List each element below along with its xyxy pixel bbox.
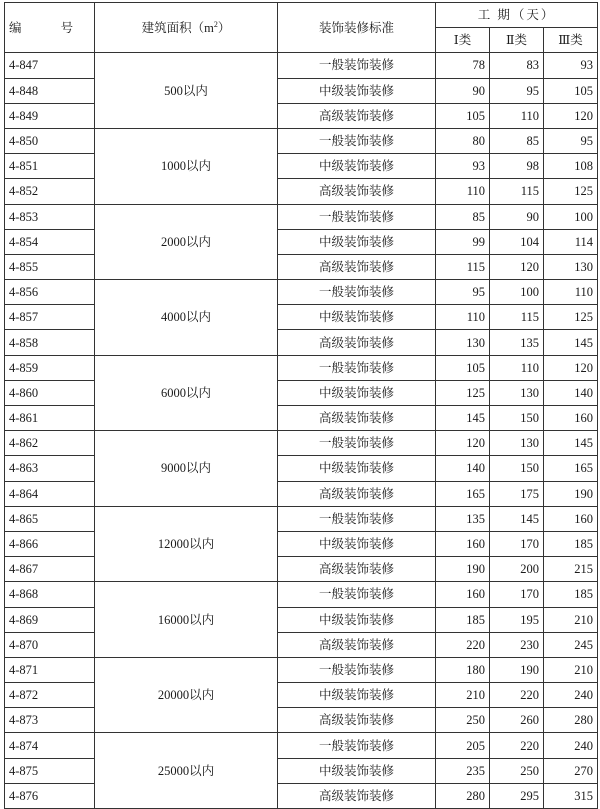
table-row — [5, 531, 598, 556]
cell-class-2: 150 — [490, 456, 544, 481]
cell-class-2: 220 — [490, 683, 544, 708]
cell-class-2: 95 — [490, 78, 544, 103]
table-row — [5, 53, 598, 78]
cell-code: 4-851 — [5, 154, 95, 179]
cell-class-2: 170 — [490, 531, 544, 556]
cell-standard: 中级装饰装修 — [278, 607, 436, 632]
cell-class-2: 90 — [490, 204, 544, 229]
cell-standard: 一般装饰装修 — [278, 128, 436, 153]
cell-standard: 中级装饰装修 — [278, 305, 436, 330]
cell-class-1: 85 — [436, 204, 490, 229]
cell-standard: 高级装饰装修 — [278, 179, 436, 204]
table-row — [5, 179, 598, 204]
cell-code: 4-854 — [5, 229, 95, 254]
cell-area: 9000以内 — [95, 431, 278, 507]
cell-class-3: 160 — [544, 406, 598, 431]
table-row — [5, 280, 598, 305]
cell-class-3: 165 — [544, 456, 598, 481]
table-row — [5, 607, 598, 632]
cell-class-3: 130 — [544, 254, 598, 279]
cell-standard: 高级装饰装修 — [278, 481, 436, 506]
cell-class-3: 93 — [544, 53, 598, 78]
cell-class-1: 250 — [436, 708, 490, 733]
cell-class-1: 105 — [436, 103, 490, 128]
cell-class-2: 175 — [490, 481, 544, 506]
cell-class-1: 80 — [436, 128, 490, 153]
cell-standard: 一般装饰装修 — [278, 506, 436, 531]
cell-standard: 一般装饰装修 — [278, 53, 436, 78]
cell-area: 1000以内 — [95, 128, 278, 204]
table-row — [5, 103, 598, 128]
cell-standard: 一般装饰装修 — [278, 280, 436, 305]
cell-class-2: 260 — [490, 708, 544, 733]
cell-code: 4-858 — [5, 330, 95, 355]
table-row — [5, 632, 598, 657]
cell-standard: 中级装饰装修 — [278, 456, 436, 481]
cell-standard: 高级装饰装修 — [278, 632, 436, 657]
cell-code: 4-857 — [5, 305, 95, 330]
cell-class-3: 185 — [544, 531, 598, 556]
table-row — [5, 481, 598, 506]
cell-class-1: 220 — [436, 632, 490, 657]
cell-class-1: 185 — [436, 607, 490, 632]
table-body — [5, 53, 598, 809]
cell-code: 4-860 — [5, 380, 95, 405]
cell-standard: 一般装饰装修 — [278, 582, 436, 607]
cell-class-2: 135 — [490, 330, 544, 355]
table-row — [5, 783, 598, 808]
table-row — [5, 431, 598, 456]
cell-class-2: 250 — [490, 758, 544, 783]
cell-standard: 中级装饰装修 — [278, 380, 436, 405]
cell-standard: 一般装饰装修 — [278, 431, 436, 456]
table-row — [5, 355, 598, 380]
cell-class-3: 100 — [544, 204, 598, 229]
cell-class-2: 100 — [490, 280, 544, 305]
cell-standard: 高级装饰装修 — [278, 406, 436, 431]
cell-class-3: 108 — [544, 154, 598, 179]
cell-class-3: 120 — [544, 355, 598, 380]
cell-standard: 高级装饰装修 — [278, 103, 436, 128]
header-area-suffix: ） — [217, 20, 231, 35]
cell-standard: 高级装饰装修 — [278, 708, 436, 733]
cell-class-1: 190 — [436, 557, 490, 582]
cell-class-3: 125 — [544, 305, 598, 330]
cell-code: 4-872 — [5, 683, 95, 708]
table-row — [5, 330, 598, 355]
cell-code: 4-849 — [5, 103, 95, 128]
cell-standard: 一般装饰装修 — [278, 355, 436, 380]
cell-standard: 中级装饰装修 — [278, 229, 436, 254]
cell-code: 4-855 — [5, 254, 95, 279]
table-row — [5, 229, 598, 254]
cell-class-3: 110 — [544, 280, 598, 305]
header-standard: 装饰装修标准 — [278, 3, 436, 53]
cell-standard: 一般装饰装修 — [278, 657, 436, 682]
cell-class-1: 78 — [436, 53, 490, 78]
cell-class-3: 140 — [544, 380, 598, 405]
cell-area: 25000以内 — [95, 733, 278, 809]
cell-code: 4-859 — [5, 355, 95, 380]
cell-class-3: 160 — [544, 506, 598, 531]
cell-class-1: 135 — [436, 506, 490, 531]
header-class-2: Ⅱ类 — [490, 28, 544, 53]
cell-area: 16000以内 — [95, 582, 278, 658]
header-area-superscript: 2 — [213, 19, 218, 29]
table-header — [5, 3, 598, 53]
cell-standard: 高级装饰装修 — [278, 254, 436, 279]
table-row — [5, 456, 598, 481]
cell-code: 4-869 — [5, 607, 95, 632]
cell-class-2: 200 — [490, 557, 544, 582]
table-row — [5, 254, 598, 279]
cell-code: 4-853 — [5, 204, 95, 229]
cell-class-1: 95 — [436, 280, 490, 305]
cell-class-1: 160 — [436, 582, 490, 607]
cell-standard: 高级装饰装修 — [278, 330, 436, 355]
cell-class-3: 120 — [544, 103, 598, 128]
cell-class-2: 120 — [490, 254, 544, 279]
cell-code: 4-871 — [5, 657, 95, 682]
cell-code: 4-870 — [5, 632, 95, 657]
cell-class-1: 145 — [436, 406, 490, 431]
table-row — [5, 657, 598, 682]
cell-class-3: 315 — [544, 783, 598, 808]
table-row — [5, 154, 598, 179]
cell-code: 4-867 — [5, 557, 95, 582]
table-row — [5, 758, 598, 783]
cell-class-3: 280 — [544, 708, 598, 733]
cell-class-2: 295 — [490, 783, 544, 808]
header-code: 编 号 — [5, 3, 95, 53]
cell-class-2: 145 — [490, 506, 544, 531]
cell-class-2: 150 — [490, 406, 544, 431]
cell-area: 12000以内 — [95, 506, 278, 582]
cell-class-1: 180 — [436, 657, 490, 682]
cell-class-3: 210 — [544, 607, 598, 632]
cell-class-1: 140 — [436, 456, 490, 481]
cell-standard: 中级装饰装修 — [278, 154, 436, 179]
cell-class-1: 205 — [436, 733, 490, 758]
cell-standard: 一般装饰装修 — [278, 204, 436, 229]
cell-class-2: 130 — [490, 431, 544, 456]
cell-class-3: 95 — [544, 128, 598, 153]
cell-class-2: 110 — [490, 355, 544, 380]
cell-standard: 中级装饰装修 — [278, 531, 436, 556]
cell-code: 4-852 — [5, 179, 95, 204]
table-row — [5, 204, 598, 229]
cell-class-3: 190 — [544, 481, 598, 506]
cell-class-2: 220 — [490, 733, 544, 758]
cell-standard: 高级装饰装修 — [278, 783, 436, 808]
cell-code: 4-874 — [5, 733, 95, 758]
cell-code: 4-850 — [5, 128, 95, 153]
cell-class-2: 170 — [490, 582, 544, 607]
cell-class-3: 245 — [544, 632, 598, 657]
cell-standard: 中级装饰装修 — [278, 78, 436, 103]
cell-class-1: 130 — [436, 330, 490, 355]
cell-standard: 中级装饰装修 — [278, 758, 436, 783]
cell-class-1: 90 — [436, 78, 490, 103]
cell-area: 2000以内 — [95, 204, 278, 280]
cell-area: 4000以内 — [95, 280, 278, 356]
cell-class-3: 114 — [544, 229, 598, 254]
cell-class-3: 210 — [544, 657, 598, 682]
table-row — [5, 380, 598, 405]
cell-code: 4-848 — [5, 78, 95, 103]
cell-code: 4-875 — [5, 758, 95, 783]
cell-class-2: 110 — [490, 103, 544, 128]
cell-class-2: 130 — [490, 380, 544, 405]
cell-code: 4-876 — [5, 783, 95, 808]
cell-class-3: 270 — [544, 758, 598, 783]
header-class-3: Ⅲ类 — [544, 28, 598, 53]
cell-standard: 一般装饰装修 — [278, 733, 436, 758]
table-row — [5, 506, 598, 531]
cell-class-1: 210 — [436, 683, 490, 708]
cell-code: 4-861 — [5, 406, 95, 431]
cell-class-3: 125 — [544, 179, 598, 204]
table-row — [5, 305, 598, 330]
cell-class-1: 105 — [436, 355, 490, 380]
table-row — [5, 406, 598, 431]
table-row — [5, 78, 598, 103]
cell-class-1: 235 — [436, 758, 490, 783]
table-row — [5, 683, 598, 708]
cell-class-2: 190 — [490, 657, 544, 682]
cell-code: 4-847 — [5, 53, 95, 78]
cell-class-2: 104 — [490, 229, 544, 254]
cell-class-1: 115 — [436, 254, 490, 279]
cell-area: 500以内 — [95, 53, 278, 129]
cell-class-1: 125 — [436, 380, 490, 405]
table-row — [5, 733, 598, 758]
cell-class-2: 115 — [490, 305, 544, 330]
cell-standard: 高级装饰装修 — [278, 557, 436, 582]
header-period: 工 期（天） — [436, 3, 598, 28]
header-class-1: Ⅰ类 — [436, 28, 490, 53]
cell-class-2: 195 — [490, 607, 544, 632]
cell-class-2: 115 — [490, 179, 544, 204]
cell-class-1: 120 — [436, 431, 490, 456]
cell-class-1: 93 — [436, 154, 490, 179]
cell-class-2: 98 — [490, 154, 544, 179]
cell-code: 4-866 — [5, 531, 95, 556]
cell-class-1: 99 — [436, 229, 490, 254]
cell-class-1: 110 — [436, 305, 490, 330]
header-area — [95, 3, 278, 53]
cell-code: 4-862 — [5, 431, 95, 456]
cell-code: 4-863 — [5, 456, 95, 481]
cell-area: 20000以内 — [95, 657, 278, 733]
table-row — [5, 128, 598, 153]
cell-class-3: 185 — [544, 582, 598, 607]
cell-class-1: 110 — [436, 179, 490, 204]
construction-period-table — [4, 2, 598, 809]
cell-class-3: 145 — [544, 431, 598, 456]
table-row — [5, 582, 598, 607]
cell-class-2: 83 — [490, 53, 544, 78]
cell-class-1: 165 — [436, 481, 490, 506]
cell-class-3: 240 — [544, 733, 598, 758]
cell-code: 4-868 — [5, 582, 95, 607]
cell-code: 4-873 — [5, 708, 95, 733]
cell-area: 6000以内 — [95, 355, 278, 431]
cell-code: 4-856 — [5, 280, 95, 305]
cell-code: 4-864 — [5, 481, 95, 506]
cell-class-2: 230 — [490, 632, 544, 657]
cell-class-3: 215 — [544, 557, 598, 582]
cell-class-2: 85 — [490, 128, 544, 153]
cell-class-3: 105 — [544, 78, 598, 103]
cell-class-3: 240 — [544, 683, 598, 708]
cell-standard: 中级装饰装修 — [278, 683, 436, 708]
cell-class-1: 280 — [436, 783, 490, 808]
cell-code: 4-865 — [5, 506, 95, 531]
cell-class-1: 160 — [436, 531, 490, 556]
table-row — [5, 708, 598, 733]
cell-class-3: 145 — [544, 330, 598, 355]
table-row — [5, 557, 598, 582]
header-area-prefix: 建筑面积（m — [141, 20, 214, 35]
